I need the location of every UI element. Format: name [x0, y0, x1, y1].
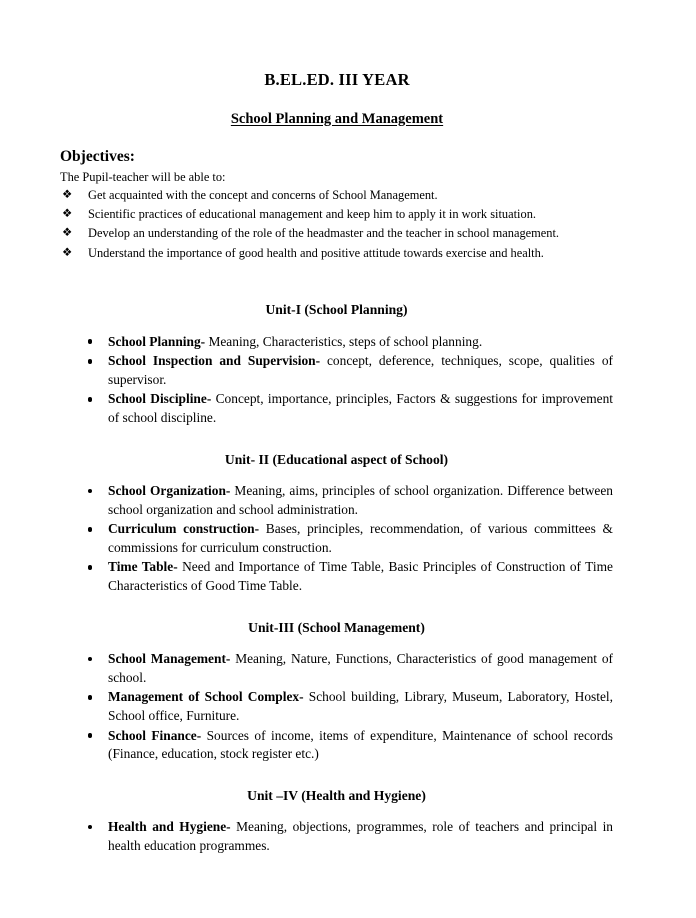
unit-topic-item	[88, 727, 613, 764]
round-bullet-icon	[88, 339, 92, 343]
unit-topic-description: Meaning, Characteristics, steps of school planning.	[205, 333, 483, 349]
page-subtitle-text: School Planning and Management	[230, 110, 444, 127]
objective-item-text: Get acquainted with the concept and concerns of School Management.	[88, 187, 438, 202]
objective-item	[60, 188, 613, 204]
unit-section	[60, 597, 613, 764]
objective-item	[60, 246, 613, 262]
diamond-bullet-icon: ❖	[62, 246, 73, 259]
round-bullet-icon	[88, 657, 92, 661]
unit-heading: Unit-I (School Planning)	[265, 302, 408, 318]
unit-topic-description: Sources of income, items of expenditure, Maintenance of school records (Finance, education, stock register etc.)	[108, 727, 613, 762]
round-bullet-icon	[88, 695, 92, 699]
unit-topic-term: School Discipline-	[108, 391, 212, 407]
unit-topic-term: Health and Hygiene-	[108, 819, 231, 835]
unit-topic-term: School Inspection and Supervision-	[108, 353, 321, 369]
round-bullet-icon	[88, 397, 92, 401]
round-bullet-icon	[88, 565, 92, 569]
objectives-lead-text: The Pupil-teacher will be able to:	[60, 170, 226, 185]
unit-topic-term: School Finance-	[108, 727, 202, 743]
objective-item-text: Scientific practices of educational management and keep him to apply it in work situation.	[88, 207, 536, 222]
objective-item	[60, 226, 613, 242]
unit-section	[60, 429, 613, 596]
unit-topic-description: Bases, principles, recommendation, of various committees & commissions for curriculum construction.	[108, 521, 613, 555]
unit-topic-item	[88, 688, 613, 725]
unit-topic-description: Meaning, aims, principles of school organization. Difference between school organization and school administration.	[108, 482, 613, 517]
unit-heading: Unit –IV (Health and Hygiene)	[247, 787, 426, 803]
unit-topic-list	[60, 636, 613, 764]
diamond-bullet-icon: ❖	[62, 188, 73, 201]
objectives-heading: Objectives:	[60, 147, 135, 165]
round-bullet-icon	[88, 359, 92, 363]
unit-topic-item	[88, 390, 613, 427]
units-container	[60, 265, 613, 855]
unit-heading: Unit-III (School Management)	[248, 619, 425, 635]
unit-topic-description: Concept, importance, principles, Factors & suggestions for improvement of school discipline.	[108, 391, 613, 426]
unit-topic-description: School building, Library, Museum, Laboratory, Hostel, School office, Furniture.	[108, 689, 613, 723]
unit-topic-description: concept, deference, techniques, scope, qualities of supervisor.	[108, 353, 613, 387]
round-bullet-icon	[88, 825, 92, 829]
unit-topic-description: Need and Importance of Time Table, Basic Principles of Construction of Time Characteristics of Good Time Table.	[108, 559, 613, 594]
unit-topic-item	[88, 558, 613, 595]
objective-item-text: Understand the importance of good health and positive attitude towards exercise and health.	[88, 245, 544, 260]
unit-topic-term: School Planning-	[108, 333, 206, 349]
unit-topic-term: Management of School Complex-	[108, 689, 304, 705]
diamond-bullet-icon: ❖	[62, 227, 73, 240]
unit-topic-term: Time Table-	[108, 559, 178, 575]
unit-topic-item	[88, 482, 613, 519]
unit-topic-item	[88, 333, 613, 352]
objectives-section	[60, 128, 613, 262]
unit-topic-item	[88, 650, 613, 687]
unit-topic-list	[60, 319, 613, 428]
unit-topic-description: Meaning, Nature, Functions, Characteristics of good management of school.	[108, 651, 613, 685]
unit-topic-item	[88, 818, 613, 855]
unit-topic-list	[60, 804, 613, 855]
diamond-bullet-icon: ❖	[62, 208, 73, 221]
page-title: B.EL.ED. III YEAR	[264, 70, 410, 89]
unit-topic-term: School Organization-	[108, 482, 231, 498]
document-content	[60, 0, 613, 856]
round-bullet-icon	[88, 489, 92, 493]
unit-section	[60, 265, 613, 427]
round-bullet-icon	[88, 527, 92, 531]
unit-heading: Unit- II (Educational aspect of School)	[224, 451, 449, 467]
round-bullet-icon	[88, 733, 92, 737]
unit-topic-term: Curriculum construction-	[108, 521, 260, 537]
unit-topic-item	[88, 352, 613, 389]
page-subtitle	[52, 91, 622, 128]
unit-topic-description: Meaning, objections, programmes, role of teachers and principal in health education programmes.	[108, 819, 614, 853]
objective-item-text: Develop an understanding of the role of the headmaster and the teacher in school management.	[88, 226, 560, 241]
unit-topic-term: School Management-	[108, 651, 231, 667]
unit-topic-list	[60, 468, 613, 596]
unit-section	[60, 765, 613, 856]
objectives-list	[60, 186, 613, 262]
objective-item	[60, 207, 613, 223]
unit-topic-item	[88, 520, 613, 557]
